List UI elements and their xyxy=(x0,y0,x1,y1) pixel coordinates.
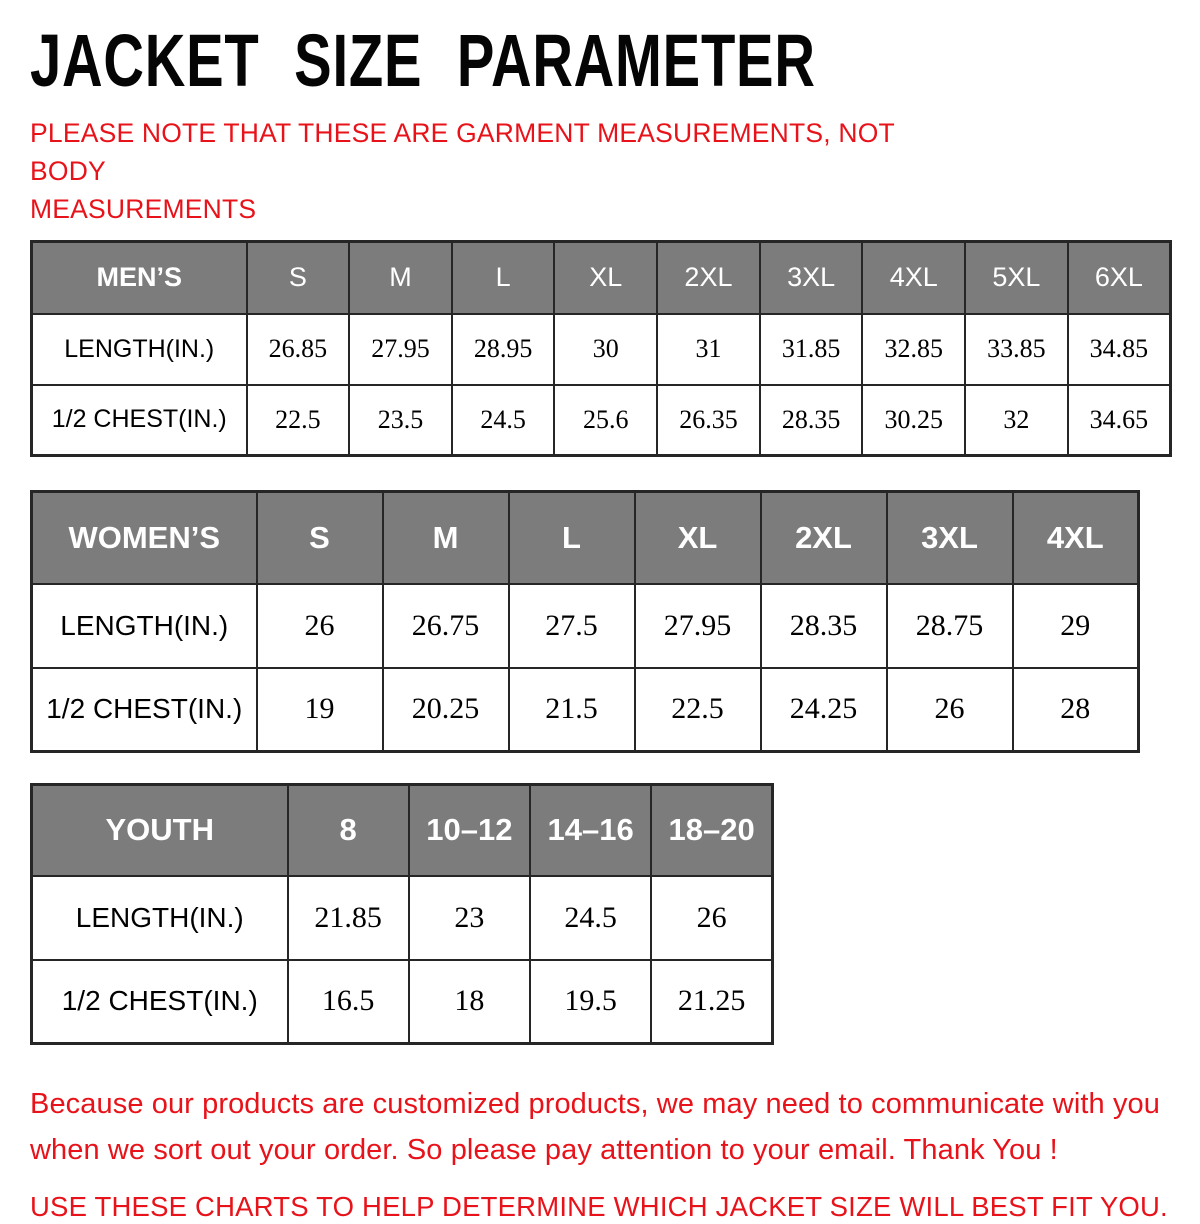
youth-size-table xyxy=(30,783,774,1045)
value-cell: 28.35 xyxy=(761,584,887,668)
size-header-cell: XL xyxy=(554,242,657,314)
customization-notice xyxy=(30,1081,1180,1173)
value-cell: 34.85 xyxy=(1068,314,1171,385)
value-cell: 28.95 xyxy=(452,314,555,385)
row-label-cell: 1/2 CHEST(IN.) xyxy=(32,960,288,1044)
size-header-cell: 2XL xyxy=(657,242,760,314)
mens-header-row xyxy=(32,242,1171,314)
size-header-cell: 8 xyxy=(288,785,409,876)
value-cell: 27.95 xyxy=(635,584,761,668)
size-header-cell: S xyxy=(247,242,350,314)
youth-length-row xyxy=(32,876,773,960)
value-cell: 34.65 xyxy=(1068,385,1171,456)
mens-table-title-cell: MEN’S xyxy=(32,242,247,314)
value-cell: 19.5 xyxy=(530,960,651,1044)
size-header-cell: 4XL xyxy=(1013,492,1139,584)
value-cell: 24.5 xyxy=(452,385,555,456)
row-label-cell: LENGTH(IN.) xyxy=(32,876,288,960)
row-label-cell: LENGTH(IN.) xyxy=(32,584,257,668)
value-cell: 28.75 xyxy=(887,584,1013,668)
value-cell: 30.25 xyxy=(862,385,965,456)
value-cell: 23.5 xyxy=(349,385,452,456)
value-cell: 32 xyxy=(965,385,1068,456)
size-header-cell: XL xyxy=(635,492,761,584)
value-cell: 27.5 xyxy=(509,584,635,668)
page-title: JACKET SIZE PARAMETER xyxy=(30,19,816,102)
womens-size-table xyxy=(30,490,1140,753)
size-header-cell: M xyxy=(383,492,509,584)
womens-length-row xyxy=(32,584,1139,668)
value-cell: 21.5 xyxy=(509,668,635,752)
size-header-cell: 5XL xyxy=(965,242,1068,314)
value-cell: 28.35 xyxy=(760,385,863,456)
youth-chest-row xyxy=(32,960,773,1044)
garment-measurement-note xyxy=(30,114,935,228)
size-header-cell: M xyxy=(349,242,452,314)
size-header-cell: 14–16 xyxy=(530,785,651,876)
value-cell: 21.25 xyxy=(651,960,772,1044)
value-cell: 31.85 xyxy=(760,314,863,385)
value-cell: 22.5 xyxy=(247,385,350,456)
value-cell: 26 xyxy=(257,584,383,668)
value-cell: 24.5 xyxy=(530,876,651,960)
value-cell: 26 xyxy=(651,876,772,960)
row-label-cell: LENGTH(IN.) xyxy=(32,314,247,385)
value-cell: 25.6 xyxy=(554,385,657,456)
size-header-cell: L xyxy=(509,492,635,584)
size-header-cell: 18–20 xyxy=(651,785,772,876)
customization-notice-line-2: when we sort out your order. So please pay attention to your email. Thank You ! xyxy=(30,1134,1058,1166)
size-header-cell: 3XL xyxy=(760,242,863,314)
mens-size-table xyxy=(30,240,1172,457)
youth-header-row xyxy=(32,785,773,876)
size-header-cell: 6XL xyxy=(1068,242,1171,314)
womens-header-row xyxy=(32,492,1139,584)
value-cell: 18 xyxy=(409,960,530,1044)
value-cell: 26.75 xyxy=(383,584,509,668)
value-cell: 21.85 xyxy=(288,876,409,960)
value-cell: 24.25 xyxy=(761,668,887,752)
value-cell: 28 xyxy=(1013,668,1139,752)
value-cell: 26.85 xyxy=(247,314,350,385)
size-chart-page xyxy=(0,19,1200,1224)
size-header-cell: 10–12 xyxy=(409,785,530,876)
womens-table-title-cell: WOMEN’S xyxy=(32,492,257,584)
mens-length-row xyxy=(32,314,1171,385)
value-cell: 32.85 xyxy=(862,314,965,385)
value-cell: 29 xyxy=(1013,584,1139,668)
note-line-1: PLEASE NOTE THAT THESE ARE GARMENT MEASUREMENTS, NOT BODY xyxy=(30,118,895,186)
value-cell: 27.95 xyxy=(349,314,452,385)
value-cell: 33.85 xyxy=(965,314,1068,385)
value-cell: 30 xyxy=(554,314,657,385)
size-header-cell: L xyxy=(452,242,555,314)
value-cell: 26 xyxy=(887,668,1013,752)
mens-chest-row xyxy=(32,385,1171,456)
value-cell: 20.25 xyxy=(383,668,509,752)
row-label-cell: 1/2 CHEST(IN.) xyxy=(32,668,257,752)
chart-usage-hint: USE THESE CHARTS TO HELP DETERMINE WHICH JACKET SIZE WILL BEST FIT YOU. xyxy=(30,1191,1168,1222)
size-header-cell: 3XL xyxy=(887,492,1013,584)
value-cell: 22.5 xyxy=(635,668,761,752)
note-line-2: MEASUREMENTS xyxy=(30,194,257,224)
value-cell: 19 xyxy=(257,668,383,752)
value-cell: 23 xyxy=(409,876,530,960)
size-header-cell: S xyxy=(257,492,383,584)
size-header-cell: 2XL xyxy=(761,492,887,584)
value-cell: 31 xyxy=(657,314,760,385)
value-cell: 16.5 xyxy=(288,960,409,1044)
row-label-cell: 1/2 CHEST(IN.) xyxy=(32,385,247,456)
size-header-cell: 4XL xyxy=(862,242,965,314)
youth-table-title-cell: YOUTH xyxy=(32,785,288,876)
womens-chest-row xyxy=(32,668,1139,752)
customization-notice-line-1: Because our products are customized products, we may need to communicate with you xyxy=(30,1088,1160,1120)
value-cell: 26.35 xyxy=(657,385,760,456)
